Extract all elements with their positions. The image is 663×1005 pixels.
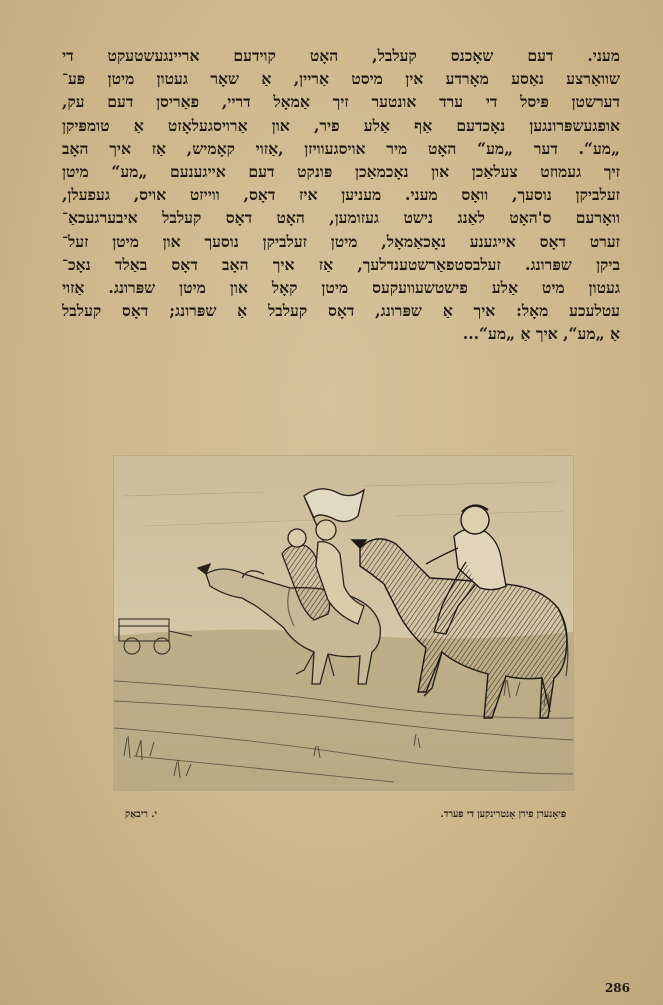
text-line: עטלעכע מאָל: איך אַ שפּרונג, דאָס קעלבל אַ שפּרונג; דאָס קעלבל	[62, 301, 620, 321]
text-line: געטון מיט אַלע פישטשעוועקעס מיטן קאָל און מיטן שפּרונג. אַזוי	[62, 277, 620, 297]
text-line: מעני. דעם שאָכנס קעלבל, האָט קוידעם אריינגעשטעקט די	[62, 46, 620, 65]
illustration-drawing	[114, 456, 573, 790]
text-line: ביקן שפּרונג. זעלבסטפאַרשטענדלעך, אַז איך האָב דאָס באַלד נאָכ־	[62, 254, 620, 274]
illustration-artist-credit: י. ריבאַק	[125, 809, 158, 820]
text-line: אופגעשפּרונגען נאָכדעם אַף אַלע פיר, און אַרויסגעלאָזט אַ טומפּיקן	[62, 115, 620, 135]
text-line: אַ „מע“, איך אַ „מע“...	[462, 324, 620, 344]
body-text	[62, 44, 620, 345]
text-line: „מע“. דער „מע“ האָט מיר אויסגעוויזן ,אַזוי קאָמיש, אַז איך האָב	[62, 138, 620, 158]
illustration-caption: פּיאָנערן פירן אָנטרינקען די פערד.	[440, 809, 566, 820]
text-line: וואָרעם ס'האָט לאַנג נישט געזומען, האָט דאָס קעלבל איבערגעכאַ־	[62, 208, 620, 228]
page-number: 286	[604, 981, 630, 995]
illustration	[114, 456, 573, 790]
text-line: שוואַרצע נאַסע מאָרדע אין מיסט אַריין, אַ שאָר געטון מיטן פּע־	[62, 69, 620, 89]
text-line: זיך געמוזט צעלאַכן און נאָכמאַכן פּונקט דעם אייגענעם „מע“ מיטן	[62, 161, 620, 181]
text-line: זעלביקן נוסעך, וואָס מעני. מעניען איז דאָס, ווייזט אויס, געפעלן,	[62, 185, 620, 205]
text-line: זערט דאָס אייגענע נאָכאַמאָל, מיטן זעלביקן נוסעך און מיטן זעל־	[62, 231, 620, 251]
text-line: דערשטן פּיסל די ערד אונטער זיך אַמאָל דריי, פאַריסן דעם עק,	[62, 92, 620, 112]
